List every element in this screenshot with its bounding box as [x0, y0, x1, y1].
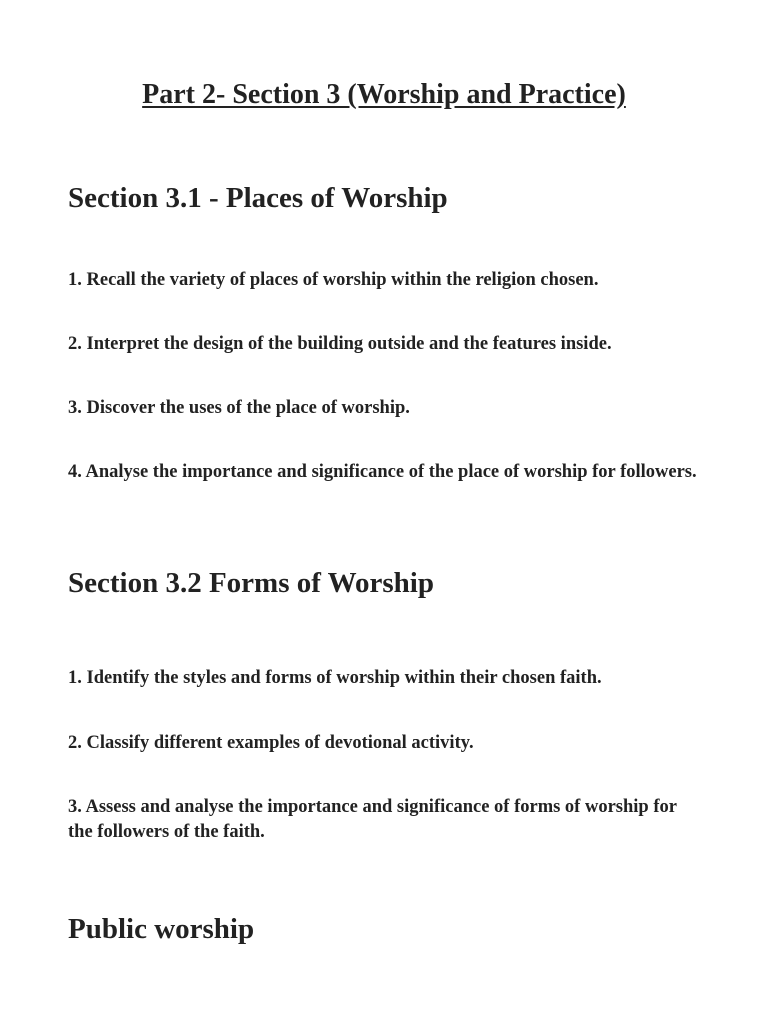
section-3-1-item-1: 1. Recall the variety of places of worship within the religion chosen. [68, 270, 599, 290]
section-3-2-item-3: 3. Assess and analyse the importance and significance of forms of worship for the followers of the faith. [68, 797, 677, 842]
section-3-1-item-4: 4. Analyse the importance and significance of the place of worship for followers. [68, 462, 697, 482]
section-3-1-item-3: 3. Discover the uses of the place of worship. [68, 398, 410, 418]
section-heading-3-2: Section 3.2 Forms of Worship [68, 567, 434, 599]
section-heading-3-1: Section 3.1 - Places of Worship [68, 182, 448, 214]
section-heading-public-worship: Public worship [68, 913, 255, 945]
section-3-2-item-2: 2. Classify different examples of devotional activity. [68, 733, 474, 753]
section-3-1-item-2: 2. Interpret the design of the building outside and the features inside. [68, 334, 612, 354]
section-3-2-item-1: 1. Identify the styles and forms of worship within their chosen faith. [68, 668, 602, 688]
document-title: Part 2- Section 3 (Worship and Practice) [142, 79, 626, 110]
